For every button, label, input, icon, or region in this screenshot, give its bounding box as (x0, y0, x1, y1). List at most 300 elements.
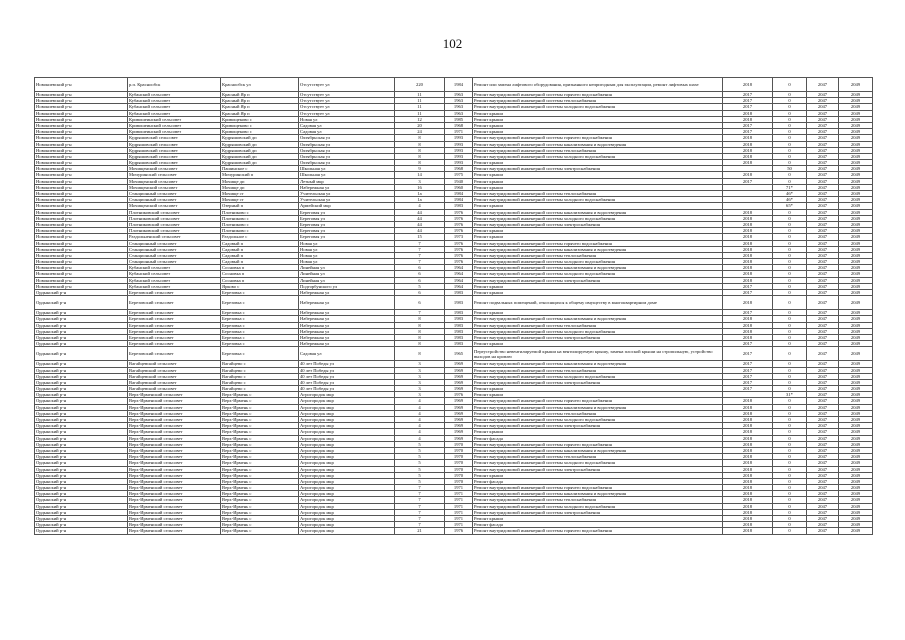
cell-year-built: 1963 (445, 92, 473, 98)
cell-period-start: 2047 (807, 277, 839, 283)
cell-plan-year: 2018 (723, 252, 773, 258)
cell-year-built: 1940 (445, 178, 473, 184)
cell-house-number: 8 (395, 141, 445, 147)
cell-year-built: 1993 (445, 141, 473, 147)
cell-percent: 0 (773, 328, 807, 334)
cell-district: Новокиевский р-н (35, 129, 128, 135)
cell-street: Агрогородок мкр (299, 491, 395, 497)
cell-district: Ордынский р-н (35, 435, 128, 441)
cell-street: Подгорбунского ул (299, 283, 395, 289)
cell-settlement: Березовский сельсовет (128, 322, 221, 328)
cell-period-end: 2049 (839, 191, 873, 197)
table-row (35, 516, 873, 522)
cell-year-built: 1976 (445, 240, 473, 246)
cell-street: Октябрьская ул (299, 135, 395, 141)
cell-year-built: 1964 (445, 283, 473, 289)
cell-street: Набережная ул (299, 310, 395, 316)
capital-repair-table (34, 77, 873, 535)
cell-locality: Мочище дп (221, 178, 299, 184)
cell-street: Агрогородок мкр (299, 516, 395, 522)
cell-district: Ордынский р-н (35, 454, 128, 460)
cell-plan-year: 2018 (723, 209, 773, 215)
cell-house-number: 8 (395, 341, 445, 347)
cell-settlement: Плотниковский сельсовет (128, 228, 221, 234)
cell-period-start: 2047 (807, 347, 839, 361)
cell-district: Новокиевский р-н (35, 265, 128, 271)
cell-house-number: 7 (395, 310, 445, 316)
cell-settlement: Кубанский сельсовет (128, 265, 221, 271)
cell-plan-year: 2018 (723, 435, 773, 441)
cell-house-number: 6 (395, 296, 445, 310)
cell-district: Новокиевский р-н (35, 215, 128, 221)
cell-period-start: 2047 (807, 497, 839, 503)
cell-locality: Садовый п (221, 252, 299, 258)
cell-plan-year: 2018 (723, 441, 773, 447)
cell-work-type: Ремонт внутридомовой инженерной системы канализования и водоотведения (473, 404, 723, 410)
cell-work-type: Ремонт крыши (473, 203, 723, 209)
cell-period-end: 2049 (839, 277, 873, 283)
cell-district: Новокиевский р-н (35, 221, 128, 227)
cell-work-type: Ремонт внутридомовой инженерной системы холодного водоснабжения (473, 104, 723, 110)
cell-house-number: 8 (395, 135, 445, 141)
cell-work-type: Ремонт крыши (473, 392, 723, 398)
cell-settlement: Мичуринский сельсовет (128, 172, 221, 178)
cell-house-number: 8 (395, 347, 445, 361)
cell-street: Набережная ул (299, 341, 395, 347)
cell-work-type: Ремонт крыши (473, 129, 723, 135)
cell-locality: Ярково с (221, 283, 299, 289)
cell-district: Ордынский р-н (35, 367, 128, 373)
cell-street: Агрогородок мкр (299, 460, 395, 466)
cell-locality: Сосновка п (221, 271, 299, 277)
cell-period-end: 2049 (839, 441, 873, 447)
cell-percent: 0 (773, 129, 807, 135)
cell-percent: 0 (773, 141, 807, 147)
cell-period-start: 2047 (807, 429, 839, 435)
cell-period-end: 2049 (839, 497, 873, 503)
cell-period-start: 2047 (807, 110, 839, 116)
cell-work-type: Ремонт внутридомовой инженерной системы канализования и водоотведения (473, 447, 723, 453)
cell-year-built: 1976 (445, 228, 473, 234)
cell-work-type: Ремонт внутридомовой инженерной системы канализования и водоотведения (473, 209, 723, 215)
cell-period-start: 2047 (807, 522, 839, 528)
cell-period-start: 2047 (807, 423, 839, 429)
cell-settlement: Верх-Ирменский сельсовет (128, 466, 221, 472)
cell-percent: 0 (773, 98, 807, 104)
cell-year-built: 1971 (445, 485, 473, 491)
cell-period-start: 2047 (807, 160, 839, 166)
cell-street: 40 лет Победы ул (299, 386, 395, 392)
cell-period-end: 2049 (839, 252, 873, 258)
cell-year-built: 1963 (445, 98, 473, 104)
cell-percent: 0 (773, 379, 807, 385)
cell-percent: 0 (773, 435, 807, 441)
cell-district: Новокиевский р-н (35, 259, 128, 265)
cell-period-end: 2049 (839, 92, 873, 98)
cell-locality: Верх-Ирмень с (221, 441, 299, 447)
cell-settlement: Станционный сельсовет (128, 191, 221, 197)
page-number: 102 (442, 36, 463, 51)
cell-settlement: Плотниковский сельсовет (128, 215, 221, 221)
cell-settlement: Верх-Ирменский сельсовет (128, 528, 221, 534)
cell-plan-year: 2018 (723, 116, 773, 122)
table-body (35, 78, 873, 535)
cell-percent: 0 (773, 228, 807, 234)
cell-plan-year: 2017 (723, 129, 773, 135)
cell-house-number: 21 (395, 528, 445, 534)
cell-year-built: 1985 (445, 116, 473, 122)
cell-plan-year: 2017 (723, 290, 773, 296)
cell-percent: 0 (773, 78, 807, 92)
cell-year-built: 1983 (445, 310, 473, 316)
cell-period-start: 2047 (807, 322, 839, 328)
cell-settlement: Кривошеинский сельсовет (128, 116, 221, 122)
cell-house-number: 7 (395, 522, 445, 528)
table-row (35, 447, 873, 453)
cell-locality: Кривощеково с (221, 116, 299, 122)
cell-period-end: 2049 (839, 491, 873, 497)
cell-house-number: 5 (395, 447, 445, 453)
cell-locality: Верх-Ирмень с (221, 509, 299, 515)
cell-settlement: Кубанский сельсовет (128, 104, 221, 110)
cell-locality: Верх-Ирмень с (221, 478, 299, 484)
cell-work-type: Ремонт фасада (473, 478, 723, 484)
cell-settlement: Мочищенский сельсовет (128, 184, 221, 190)
cell-period-start: 2047 (807, 417, 839, 423)
cell-locality: Кудряшовский дп (221, 141, 299, 147)
cell-settlement: Кубанский сельсовет (128, 110, 221, 116)
cell-plan-year: 2018 (723, 447, 773, 453)
cell-district: Ордынский р-н (35, 373, 128, 379)
cell-district: Ордынский р-н (35, 466, 128, 472)
cell-period-end: 2049 (839, 522, 873, 528)
cell-house-number: 1а (395, 191, 445, 197)
cell-district: Новокиевский р-н (35, 141, 128, 147)
cell-street: Агрогородок мкр (299, 417, 395, 423)
cell-percent: 0 (773, 485, 807, 491)
table-row (35, 417, 873, 423)
cell-plan-year: 2018 (723, 454, 773, 460)
cell-district: Новокиевский р-н (35, 191, 128, 197)
cell-plan-year: 2018 (723, 277, 773, 283)
table-row (35, 116, 873, 122)
cell-settlement: Кубанский сельсовет (128, 92, 221, 98)
cell-locality: Красный Яр п (221, 104, 299, 110)
cell-plan-year: 2017 (723, 178, 773, 184)
cell-work-type: Ремонт крыши (473, 160, 723, 166)
cell-percent: 0 (773, 221, 807, 227)
cell-work-type: Ремонт внутридомовой инженерной системы электроснабжения (473, 379, 723, 385)
cell-year-built: 1969 (445, 398, 473, 404)
cell-settlement: Березовский сельсовет (128, 341, 221, 347)
cell-period-start: 2047 (807, 135, 839, 141)
cell-year-built: 1976 (445, 246, 473, 252)
cell-work-type: Ремонт внутридомовой инженерной системы канализования и водоотведения (473, 491, 723, 497)
cell-district: Новокиевский р-н (35, 116, 128, 122)
cell-work-type: Ремонт внутридомовой инженерной системы канализования и водоотведения (473, 246, 723, 252)
cell-settlement: Кубанский сельсовет (128, 271, 221, 277)
cell-house-number: 7 (395, 516, 445, 522)
cell-plan-year: 2017 (723, 98, 773, 104)
cell-street: Линейная ул (299, 277, 395, 283)
cell-district: Ордынский р-н (35, 404, 128, 410)
cell-year-built: 1983 (445, 296, 473, 310)
cell-locality: Красный Яр п (221, 110, 299, 116)
cell-house-number: 8 (395, 160, 445, 166)
cell-period-start: 2047 (807, 454, 839, 460)
cell-district: Ордынский р-н (35, 423, 128, 429)
cell-year-built: 1993 (445, 153, 473, 159)
table-row (35, 423, 873, 429)
cell-period-end: 2049 (839, 435, 873, 441)
cell-settlement: Верх-Ирменский сельсовет (128, 509, 221, 515)
cell-period-start: 2047 (807, 221, 839, 227)
cell-percent: 65* (773, 203, 807, 209)
cell-district: Новокиевский р-н (35, 271, 128, 277)
cell-plan-year: 2018 (723, 491, 773, 497)
cell-settlement: Верх-Ирменский сельсовет (128, 478, 221, 484)
cell-work-type: Ремонт крыши (473, 234, 723, 240)
cell-district: Ордынский р-н (35, 334, 128, 340)
cell-locality: Верх-Ирмень с (221, 485, 299, 491)
cell-period-end: 2049 (839, 104, 873, 110)
cell-district: Ордынский р-н (35, 491, 128, 497)
cell-settlement: Верх-Ирменский сельсовет (128, 447, 221, 453)
cell-settlement: Кривошеинский сельсовет (128, 129, 221, 135)
cell-period-end: 2049 (839, 423, 873, 429)
cell-work-type: Ремонт крыши (473, 290, 723, 296)
cell-period-end: 2049 (839, 316, 873, 322)
cell-period-end: 2049 (839, 209, 873, 215)
cell-work-type: Ремонт крыши (473, 283, 723, 289)
cell-settlement: Верх-Ирменский сельсовет (128, 398, 221, 404)
cell-house-number: 12 (395, 116, 445, 122)
cell-year-built: 1963 (445, 110, 473, 116)
cell-work-type: Ремонт внутридомовой инженерной системы теплоснабжения (473, 497, 723, 503)
table-row (35, 104, 873, 110)
cell-plan-year: 2017 (723, 367, 773, 373)
cell-house-number: 7 (395, 509, 445, 515)
cell-locality: Верх-Ирмень с (221, 410, 299, 416)
cell-locality: Вагайцево с (221, 386, 299, 392)
cell-district: Новокиевский р-н (35, 122, 128, 128)
cell-period-end: 2049 (839, 234, 873, 240)
cell-house-number: 16 (395, 184, 445, 190)
cell-plan-year: 2018 (723, 398, 773, 404)
cell-settlement: Верх-Ирменский сельсовет (128, 485, 221, 491)
cell-street: Береговая ул (299, 228, 395, 234)
cell-house-number: 44 (395, 215, 445, 221)
cell-house-number: 5 (395, 454, 445, 460)
cell-period-end: 2049 (839, 246, 873, 252)
cell-locality: Верх-Ирмень с (221, 516, 299, 522)
cell-district: Ордынский р-н (35, 341, 128, 347)
table-row (35, 271, 873, 277)
cell-work-type: Ремонт крыши (473, 178, 723, 184)
cell-year-built: 1971 (445, 129, 473, 135)
cell-percent: 0 (773, 265, 807, 271)
cell-period-start: 2047 (807, 228, 839, 234)
cell-period-start: 2047 (807, 367, 839, 373)
table-row (35, 296, 873, 310)
cell-locality: Вагайцево с (221, 379, 299, 385)
cell-period-start: 2047 (807, 485, 839, 491)
cell-district: Ордынский р-н (35, 392, 128, 398)
cell-year-built: 1968 (445, 166, 473, 172)
cell-work-type: Ремонт крыши (473, 472, 723, 478)
cell-period-end: 2049 (839, 178, 873, 184)
cell-plan-year: 2018 (723, 265, 773, 271)
cell-house-number: 7 (395, 246, 445, 252)
table-row (35, 221, 873, 227)
cell-work-type: Ремонт внутридомовой инженерной системы электроснабжения (473, 423, 723, 429)
table-row (35, 153, 873, 159)
cell-street: Новая ул (299, 259, 395, 265)
cell-locality: Верх-Ирмень с (221, 392, 299, 398)
cell-street: Агрогородок мкр (299, 435, 395, 441)
cell-percent: 0 (773, 310, 807, 316)
cell-period-end: 2049 (839, 386, 873, 392)
cell-percent: 0 (773, 334, 807, 340)
cell-district: Ордынский р-н (35, 429, 128, 435)
cell-settlement: Кубанский сельсовет (128, 277, 221, 283)
cell-settlement: Станционный сельсовет (128, 259, 221, 265)
cell-period-start: 2047 (807, 172, 839, 178)
cell-street: Школьная ул (299, 166, 395, 172)
cell-district: Новокиевский р-н (35, 166, 128, 172)
cell-house-number: 5 (395, 441, 445, 447)
cell-district: Новокиевский р-н (35, 104, 128, 110)
cell-locality: Сосновка п (221, 265, 299, 271)
cell-district: Ордынский р-н (35, 485, 128, 491)
cell-period-start: 2047 (807, 334, 839, 340)
cell-street: Учительская ул (299, 191, 395, 197)
cell-house-number: 3 (395, 367, 445, 373)
cell-locality: Вагайцево с (221, 373, 299, 379)
cell-period-start: 2047 (807, 478, 839, 484)
cell-locality: Плотниково с (221, 209, 299, 215)
cell-locality: Верх-Ирмень с (221, 522, 299, 528)
cell-percent: 0 (773, 147, 807, 153)
cell-year-built: 1976 (445, 392, 473, 398)
cell-street: Береговая ул (299, 209, 395, 215)
cell-street: Агрогородок мкр (299, 472, 395, 478)
table-row (35, 379, 873, 385)
cell-settlement: Кудряшовский сельсовет (128, 153, 221, 159)
cell-plan-year: 2018 (723, 516, 773, 522)
cell-settlement: Плотниковский сельсовет (128, 221, 221, 227)
cell-settlement: Верх-Ирменский сельсовет (128, 460, 221, 466)
cell-period-end: 2049 (839, 283, 873, 289)
table-row (35, 341, 873, 347)
cell-period-start: 2047 (807, 203, 839, 209)
cell-locality: Кудряшовский дп (221, 147, 299, 153)
table-row (35, 528, 873, 534)
cell-percent: 0 (773, 441, 807, 447)
cell-year-built: 1969 (445, 429, 473, 435)
cell-house-number: 20 (395, 122, 445, 128)
cell-work-type: Ремонт внутридомовой инженерной системы холодного водоснабжения (473, 153, 723, 159)
cell-period-start: 2047 (807, 341, 839, 347)
cell-year-built: 1976 (445, 209, 473, 215)
table-row (35, 373, 873, 379)
cell-work-type: Ремонт внутридомовой инженерной системы теплоснабжения (473, 147, 723, 153)
cell-work-type: Ремонт внутридомовой инженерной системы горячего водоснабжения (473, 528, 723, 534)
cell-period-end: 2049 (839, 259, 873, 265)
cell-settlement: Раздольненский сельсовет (128, 234, 221, 240)
cell-house-number: 3 (395, 386, 445, 392)
cell-percent: 46* (773, 197, 807, 203)
cell-locality: Березовка с (221, 296, 299, 310)
cell-settlement: Верх-Ирменский сельсовет (128, 491, 221, 497)
cell-period-end: 2049 (839, 78, 873, 92)
cell-work-type: Ремонт внутридомовой инженерной системы горячего водоснабжения (473, 92, 723, 98)
cell-locality: Березовка с (221, 334, 299, 340)
cell-percent: 0 (773, 404, 807, 410)
cell-year-built: 1971 (445, 497, 473, 503)
cell-district: Новокиевский р-н (35, 234, 128, 240)
cell-locality: Пашинское с (221, 166, 299, 172)
cell-locality: Березовка с (221, 290, 299, 296)
cell-percent: 0 (773, 160, 807, 166)
cell-percent: 0 (773, 361, 807, 367)
cell-percent: 0 (773, 454, 807, 460)
cell-settlement: Березовский сельсовет (128, 316, 221, 322)
cell-locality: Плотниково с (221, 215, 299, 221)
cell-plan-year: 2018 (723, 478, 773, 484)
cell-house-number: 44 (395, 228, 445, 234)
cell-settlement: Верх-Ирменский сельсовет (128, 423, 221, 429)
cell-locality: Верх-Ирмень с (221, 423, 299, 429)
cell-street: Набережная ул (299, 328, 395, 334)
cell-work-type: Ремонт крыши (473, 122, 723, 128)
cell-period-start: 2047 (807, 122, 839, 128)
cell-period-end: 2049 (839, 447, 873, 453)
cell-year-built: 1984 (445, 191, 473, 197)
cell-district: Ордынский р-н (35, 347, 128, 361)
table-row (35, 509, 873, 515)
cell-house-number: 8 (395, 147, 445, 153)
cell-locality: Кудряшовский дп (221, 135, 299, 141)
cell-house-number: 7 (395, 503, 445, 509)
cell-plan-year: 2018 (723, 322, 773, 328)
cell-street: Агрогородок мкр (299, 447, 395, 453)
cell-settlement: Станционный сельсовет (128, 240, 221, 246)
table-row (35, 290, 873, 296)
cell-work-type: Ремонт крыши (473, 341, 723, 347)
cell-percent: 0 (773, 373, 807, 379)
cell-district: Ордынский р-н (35, 328, 128, 334)
cell-percent: 0 (773, 509, 807, 515)
cell-year-built: 1970 (445, 478, 473, 484)
cell-house-number: 3 (395, 373, 445, 379)
cell-period-end: 2049 (839, 122, 873, 128)
cell-work-type: Ремонт подвальных помещений, относящихся к общему имуществу в многоквартирном доме (473, 296, 723, 310)
table-row (35, 316, 873, 322)
cell-street: Учительская ул (299, 197, 395, 203)
cell-work-type: Ремонт внутридомовой инженерной системы канализования и водоотведения (473, 316, 723, 322)
cell-period-start: 2047 (807, 441, 839, 447)
cell-house-number: 220 (395, 78, 445, 92)
cell-period-end: 2049 (839, 116, 873, 122)
cell-street: Агрогородок мкр (299, 485, 395, 491)
cell-settlement: Вагайцевский сельсовет (128, 373, 221, 379)
cell-district: Новокиевский р-н (35, 78, 128, 92)
cell-percent: 0 (773, 277, 807, 283)
table-row (35, 265, 873, 271)
cell-locality: Мочище ст (221, 191, 299, 197)
cell-house-number: 11 (395, 104, 445, 110)
